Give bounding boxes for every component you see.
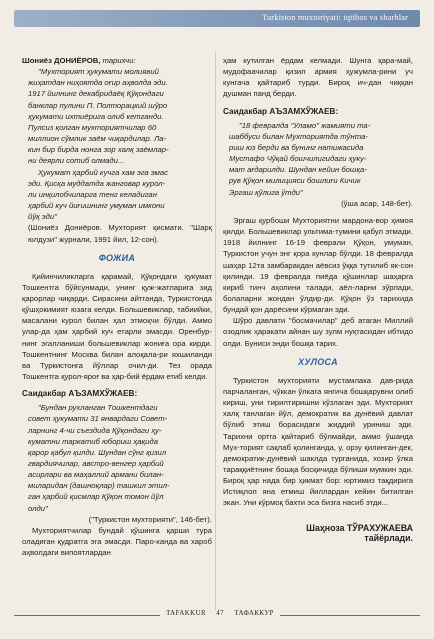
author-role: тарихчи: — [100, 56, 136, 65]
body-paragraph: Шўро давлати "босмачилар" деб атаган Миллий озодлик ҳаракати айнан шу зулм нуқтасидан ибтидо олди. Буниси энди бошқа тарих. — [223, 316, 413, 348]
body-paragraph: Мухториятчилар бундай қўшинга қарши тура оладиган қудратга эга эмасди. Паро-канда ва хароб аҳволдаги випоятлардан — [22, 525, 212, 558]
quote-line: "Мухторият ҳукумати молиявий — [38, 67, 159, 77]
quote-line: куматни таркатиб юбориш ҳақида — [28, 436, 158, 446]
speaker-name: Саидакбар АЪЗАМХЎЖАЕВ: — [22, 389, 138, 399]
quote-line: "Бундан рухланган Тошкентдаги — [38, 403, 158, 413]
quote-line: миллион сўмлик заём чиқардилар. Ла- — [28, 134, 167, 144]
page-number: 47 — [216, 610, 225, 617]
page-footer — [0, 608, 434, 624]
quote-2 — [22, 402, 212, 514]
quote-line: 1917 йилнинг декабридаёқ Қўқондаги — [28, 89, 164, 99]
column-divider — [215, 52, 216, 610]
quote-line: эди. Қисқа муддатда жанговар курол- — [28, 178, 166, 188]
right-column — [223, 55, 413, 543]
left-column — [22, 55, 212, 558]
quote-3 — [223, 120, 413, 198]
body-paragraph: Эргаш қурбоши Мухториятни мардона-вор ҳимоя қилди. Большевиклар ультима-тумини қабул этмади. 1918 йилнинг 16-19 феврали Қўқон, умуман, Туркистон учун энг қора кунлар бўлди. 18 февралда шаҳар 12та замбаракдан аёвсиз ўққа тутилиб як-сон қилинди. 19 февралда пиёда қўшинлар шаҳарга кириб тинч аҳолини талади, аёл-ларни зўрлади, болаларни жондан ўлдир-ди. Қўқон ўз тарихида бундай қон дарёсини кўрмаган эди. — [223, 215, 413, 315]
footer-right-word: ТАФАККУР — [234, 610, 274, 617]
body-paragraph: ҳам кутилган ёрдам келмади. Шунга қара-май, мудофаачилар қизил армия ҳужумла-рини уч кунгача қайтариб турди. Бироқ ич-дан чиққан душман панд берди. — [223, 56, 413, 99]
quote-line: Ҳукумат ҳарбий кучга хам эга эмас — [38, 167, 169, 177]
quote-line: ҳарбий куч йиғишнинг умуман имкони — [28, 201, 165, 211]
quote-line: Мустафо Чўқай бошчилигидаги ҳуку- — [229, 154, 367, 164]
quote-line: совет ҳукумати 31 январдаги Совет- — [28, 414, 168, 424]
quote-line: гвардиячилар, австро-венгер ҳарбий — [28, 459, 164, 468]
author-name: Шониёз ДОНИЁРОВ, — [22, 56, 101, 65]
source-2: ("Туркистон мухторияти", 146-бет). — [88, 514, 212, 524]
quote-line: ҳукумати ихтиёрига олиб кетганди. — [28, 111, 164, 121]
quote-1 — [22, 66, 212, 222]
speaker-name: Саидакбар АЪЗАМХЎЖАЕВ: — [223, 106, 339, 116]
running-head: Turkiston muxtoriyati: iqtibos va sharhlar — [261, 12, 408, 22]
footer-label — [160, 610, 280, 617]
body-paragraph: Туркистон мухторияти мустамлака дав-рида парчаланган, чўккан ўлкага янгича бошқарувни олиб кириш, уни тирилтиришни кўзлаган эди. Мухторият халқ танлаган йўл, демократик ва дунёвий давлат бўлиб этиш борасидаги жиддий уриниш эди. Тарихни ортга қайтариб бўлмайди, аммо ўшанда Мух-торият сақлаб қолинганда, у, орзу қилинган-дек, демократик-дунёвий шаклда турганида, хозир ўлка тараққиётнинг бошқа босқичида бўлиши мумкин эди. Бироқ ҳар нада бир ҳикмат бор: юртимиз тақдирига Истиқлол яна етмиш йиллардан кейин битилган экан. Уни кўрмоқ бахти эса бизга насиб этди... — [223, 375, 413, 508]
author-line — [22, 55, 212, 66]
quote-line: банклар пулини П. Полторацкий шўро — [28, 100, 168, 110]
body-paragraph: Қийинчиликларга қарамай, Қўқондаги ҳукумат Тошкентга бўйсунмади, унинг қуж-жатларига зид қарорлар чиқарди. Сирасини айтганда, Туркистонда қўшҳокимият юзага келди. Большевиклар, табиийки, масалани курол билан ҳал этмоқчи бўлди. Аммо улар-да ҳам ҳарбий куч етарли эмасди. Оренбур-нинг эгалланиши большевиклар жониға ора кирди. Тошкентнинг Москва билан алоқала-ри яхшиланди ва Туркистонга йўллар очил-ди. Тез орада Тошкентга қурол-яроғ ва ҳар-бий ёрдам етиб келди. — [22, 271, 212, 382]
quote-line: рув Қўқон милицияси бошлиғи Кичик — [229, 176, 361, 186]
quote-line: ган ҳарбий қисмлар Қўқон томон йўл — [28, 492, 164, 502]
quote-line: мат ағдарилди. Шундан кейин бошқа- — [229, 165, 367, 175]
quote-line: ларнинг 4-чи съездида Қўқондаги ҳу- — [28, 425, 162, 435]
source-1: (Шониёз Дониёров. Мухторият қисмати. "Шарқ юлдузи" журнали, 1991 йил, 12-сон). — [28, 223, 212, 244]
quote-line: "18 февралда "Уламо" жамияти та- — [239, 120, 371, 130]
section-heading-xulosa: ХУЛОСА — [298, 356, 338, 367]
quote-line: ли инқилобчиларга тенг келадиган — [28, 189, 157, 199]
source-3: (ўша асар, 148-бет). — [341, 198, 413, 208]
quote-line: асирлари ва маҳаллий армани билан- — [28, 470, 164, 480]
quote-line: жиҳатдан ниҳоятда оғир аҳволда эди. — [28, 78, 168, 88]
quote-line: ни деярли сотиб олмади... — [28, 156, 125, 166]
quote-line: қарор қабул қилди. Шундан сўнг қизил — [28, 447, 167, 457]
quote-line: кин бир бирда нонга зор халқ заёмлар- — [28, 145, 169, 155]
section-heading-fojia: ФОЖИА — [98, 252, 136, 263]
quote-line: Пулсиз қолган мухториятчилар 60 — [28, 122, 157, 132]
signature-name: Шаҳноза ТЎРАХУЖАЕВА — [306, 522, 413, 533]
quote-line: миларидан (дашноқлар) ташкил этил- — [28, 481, 170, 491]
footer-left-word: TAFAKKUR — [166, 610, 207, 617]
quote-line: риш юз берди ва бунинг натижасида — [229, 142, 364, 152]
quote-line: Эргаш қўлига ўтди" — [229, 187, 303, 197]
quote-line: олди" — [28, 503, 48, 513]
signature-role: тайёрлади. — [364, 532, 413, 543]
quote-line: йўқ эди" — [28, 212, 57, 222]
quote-line: шаббуси билан Мухториятда тўнта- — [229, 131, 368, 141]
